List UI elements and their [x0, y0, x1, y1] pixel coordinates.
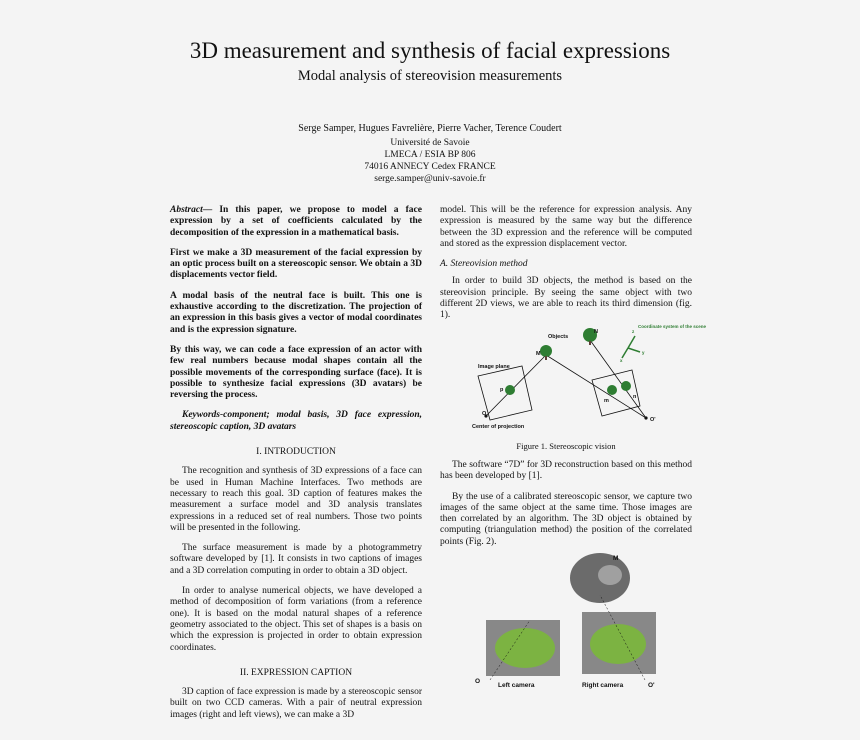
label-center-of-projection: Center of projection: [472, 424, 525, 430]
fig2-label-o: O: [475, 678, 481, 685]
intro-p3: In order to analyse numerical objects, we have developed a method of decomposition of form variations (from a reference one). It is based on the modal natural shapes of a reference geometry associated to the object. This set of shapes is a basis on which the expression is projected in order to obtain expression coordinates.: [170, 586, 422, 653]
fig2-label-o-prime: O': [648, 682, 655, 689]
right-p2: In order to build 3D objects, the method is based on the stereovision principle. By seeing the same object with two different 2D views, we are able to reach its third dimension (fig. 1).: [440, 276, 692, 321]
paper-title: 3D measurement and synthesis of facial expressions: [189, 38, 671, 63]
subsection-heading-stereovision: A. Stereovision method: [440, 259, 528, 270]
label-objects: Objects: [548, 334, 569, 340]
object-m-tree-icon: [540, 345, 552, 357]
label-m-small: m: [604, 398, 609, 404]
right-column: [440, 205, 692, 331]
label-axis-y: y: [642, 350, 645, 355]
axis-x-icon: [622, 348, 628, 358]
left-face-mesh: [495, 628, 555, 668]
label-axis-z: z: [632, 329, 635, 334]
label-n: N: [594, 329, 598, 335]
face-3d-highlight: [598, 565, 622, 585]
figure-1-caption: Figure 1. Stereoscopic vision: [516, 441, 616, 451]
object-m-trunk: [545, 356, 547, 360]
figure-1-stereoscopic-diagram: [470, 318, 707, 436]
affiliation-lab: LMECA / ESIA BP 806: [384, 150, 476, 160]
label-image-plane: Image plane: [478, 364, 510, 370]
fig2-label-m: M: [613, 555, 619, 562]
affiliation-university: Université de Savoie: [390, 138, 470, 148]
label-o-prime: O': [650, 417, 656, 423]
abstract-p2: First we make a 3D measurement of the facial expression by an optic process built on a stereoscopic sensor. We obtain a 3D displacements vector field.: [170, 247, 422, 281]
label-p: p: [500, 387, 504, 393]
section-heading-caption: II. EXPRESSION CAPTION: [239, 667, 353, 678]
section-heading-intro: I. INTRODUCTION: [256, 447, 336, 458]
axis-y-icon: [628, 348, 640, 352]
author-list: Serge Samper, Hugues Favrelière, Pierre Vacher, Terence Coudert: [298, 123, 562, 134]
label-m: M: [536, 351, 541, 357]
fig2-label-left-camera: Left camera: [498, 682, 535, 689]
right-ray-m: [546, 355, 646, 418]
right-p3: The software “7D” for 3D reconstruction based on this method has been developed by [1].: [440, 460, 692, 482]
label-o: O: [482, 411, 487, 417]
label-coordinate-system: Coordinate system of the scene: [638, 324, 707, 329]
label-n-small: n: [633, 394, 637, 400]
figure-2-stereo-capture: [470, 550, 670, 690]
intro-p1: The recognition and synthesis of 3D expressions of a face can be used in Human Machine Interfaces. Two methods are necessary to reach this goal. 3D caption of features makes the measurement a surface model and 3D analysis translates expressions in a reduced set of real numbers. Those two points will be presented in the following.: [170, 466, 422, 533]
left-column: [170, 205, 422, 730]
image-p-tree-icon: [505, 385, 515, 395]
abstract-label: Abstract—: [170, 205, 213, 215]
fig2-label-right-camera: Right camera: [582, 682, 624, 689]
abstract-text-1: In this paper, we propose to model a face expression by a set of coefficients calculated by the decomposition of the expression in a mathematical basis.: [170, 205, 422, 238]
image-n-tree-icon: [621, 381, 631, 391]
affiliation-email: serge.samper@univ-savoie.fr: [374, 174, 486, 184]
right-face-mesh: [590, 624, 646, 664]
keywords: Keywords-component; modal basis, 3D face expression, stereoscopic caption, 3D avatars: [170, 410, 422, 432]
right-column-lower: [440, 460, 692, 557]
abstract-p4: By this way, we can code a face expression of an actor with few real numbers because modal shapes contain all the possible movements of the corresponding surface (face). It is possible to synthesize facial expressions (3D avatars) be reversing the process.: [170, 344, 422, 401]
label-axis-x: x: [620, 358, 623, 363]
center-o-prime-point: [644, 416, 647, 419]
affiliation-block: [0, 137, 860, 185]
right-p1: model. This will be the reference for expression analysis. Any expression is measured by the same way but the difference between the 3D expression and the reference will be computed and stored as the expression displacement vector.: [440, 205, 692, 249]
intro-p2: The surface measurement is made by a photogrammetry software developed by [1]. It consists in two captions of images and a 3D correlation computing in order to obtain a 3D object.: [170, 543, 422, 576]
caption-p1: 3D caption of face expression is made by a stereoscopic sensor built on two CCD cameras. With a pair of neutral expression images (right and left views), we can make a 3D: [170, 687, 422, 720]
paper-subtitle: Modal analysis of stereovision measurements: [297, 68, 563, 84]
object-n-trunk: [589, 341, 591, 345]
affiliation-city: 74016 ANNECY Cedex FRANCE: [364, 162, 496, 172]
abstract-p3: A modal basis of the neutral face is built. This one is exhaustive according to the discretization. The projection of an expression in this basis gives a vector of modal coordinates and is the expression signature.: [170, 290, 422, 335]
abstract-p1: [170, 205, 422, 239]
right-p4: By the use of a calibrated stereoscopic sensor, we capture two images of the same object at the same time. Those images are then correlated by an algorithm. The 3D object is obtained by computing (triangulation method) the position of the correlated points (Fig. 2).: [440, 491, 692, 547]
axis-z-icon: [628, 336, 635, 348]
image-m-tree-icon: [607, 385, 617, 395]
